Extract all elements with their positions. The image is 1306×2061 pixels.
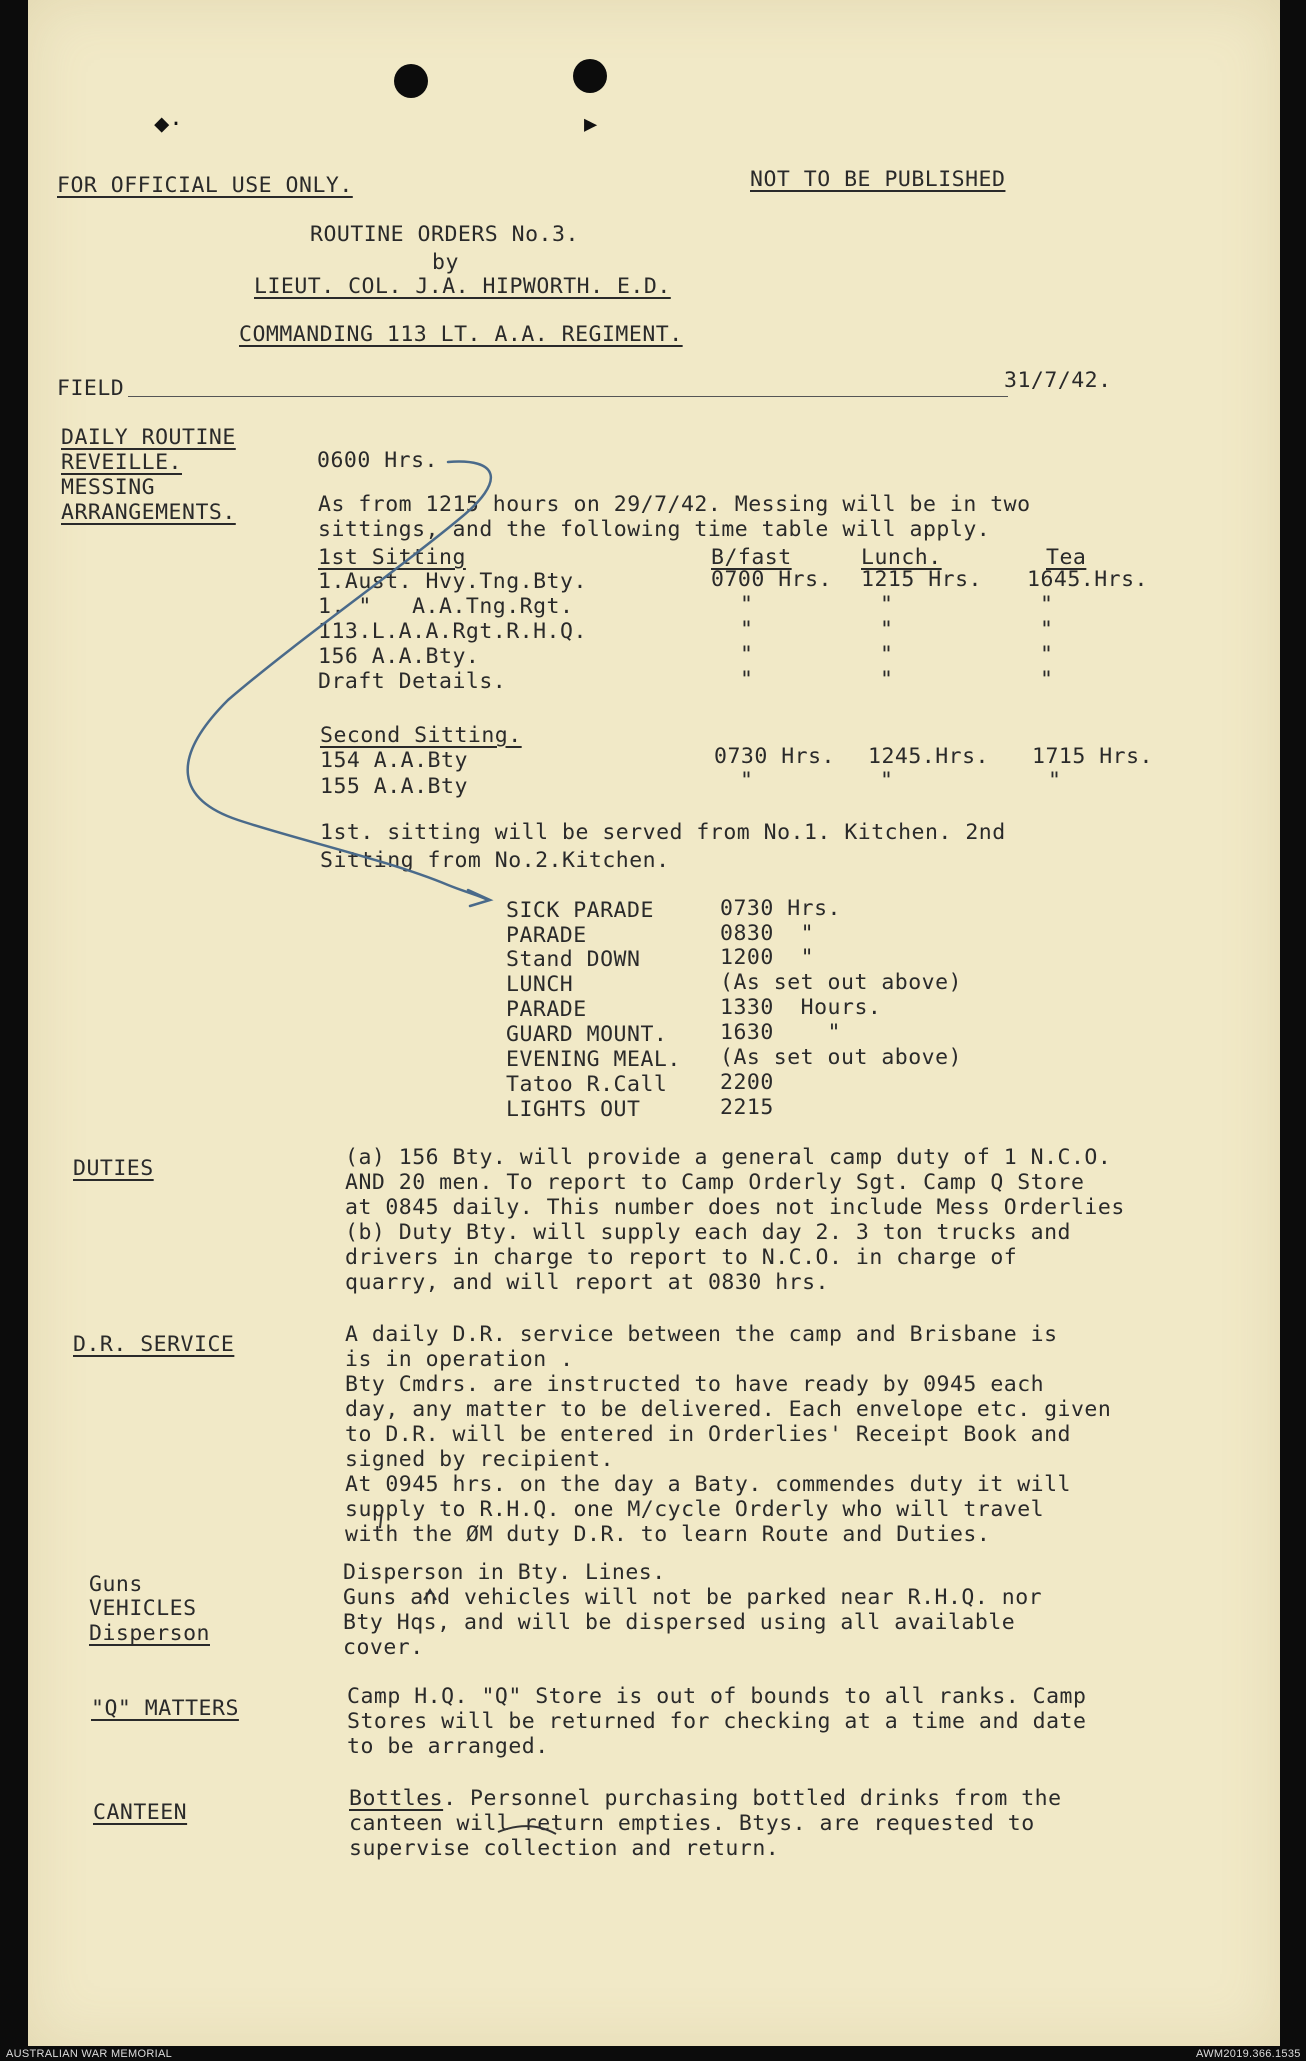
table-cell: 1.Aust. Hvy.Tng.Bty. xyxy=(318,569,587,594)
document-title: ROUTINE ORDERS No.3. xyxy=(310,222,579,247)
table-cell: " xyxy=(880,667,894,692)
table-cell: " xyxy=(740,667,754,692)
footer-right: AWM2019.366.1535 xyxy=(1196,2048,1301,2060)
dr-text: At 0945 hrs. on the day a Baty. commendes duty it will xyxy=(345,1472,1071,1497)
punch-hole-right xyxy=(573,59,607,93)
punch-hole-left xyxy=(394,64,428,98)
section-label-canteen: CANTEEN xyxy=(93,1800,188,1825)
table-cell: 156 A.A.Bty. xyxy=(318,644,480,669)
dr-text: Bty Cmdrs. are instructed to have ready by 0945 each xyxy=(345,1372,1045,1397)
ink-mark: ⬥· xyxy=(154,112,183,137)
col-tea: Tea xyxy=(1046,545,1087,570)
table-cell: 1215 Hrs. xyxy=(861,567,982,592)
schedule-item: PARADE xyxy=(506,923,587,948)
table-cell: 1. " A.A.Tng.Rgt. xyxy=(318,594,574,619)
q-text: to be arranged. xyxy=(347,1734,549,1759)
dr-text: to D.R. will be entered in Orderlies' Receipt Book and xyxy=(345,1422,1071,1447)
duties-text: (b) Duty Bty. will supply each day 2. 3 ton trucks and xyxy=(345,1220,1071,1245)
table-cell: " xyxy=(880,768,894,793)
footer-left: AUSTRALIAN WAR MEMORIAL xyxy=(6,2048,173,2060)
document-page xyxy=(28,0,1280,2046)
canteen-text xyxy=(349,1786,1062,1811)
dr-text: signed by recipient. xyxy=(345,1447,614,1472)
table-cell: " xyxy=(1048,768,1062,793)
schedule-item: LIGHTS OUT xyxy=(506,1097,641,1122)
table-cell: 155 A.A.Bty xyxy=(320,774,468,799)
canteen-heading: Bottles xyxy=(349,1786,444,1811)
schedule-item: Tatoo R.Call xyxy=(506,1072,668,1097)
second-sitting-heading: Second Sitting. xyxy=(320,723,522,748)
duties-text: drivers in charge to report to N.C.O. in charge of xyxy=(345,1245,1018,1270)
schedule-time: 1330 Hours. xyxy=(720,995,882,1020)
col-bfast: B/fast xyxy=(711,545,792,570)
table-cell: " xyxy=(880,592,894,617)
schedule-item: Stand DOWN xyxy=(506,947,641,972)
schedule-time: (As set out above) xyxy=(720,1045,962,1070)
section-label-daily-routine: DAILY ROUTINE xyxy=(61,425,236,450)
table-cell: 1245.Hrs. xyxy=(868,744,989,769)
table-cell: " xyxy=(740,617,754,642)
first-sitting-heading: 1st Sitting xyxy=(318,545,466,570)
section-label-arrangements: ARRANGEMENTS. xyxy=(61,500,236,525)
table-cell: " xyxy=(740,642,754,667)
place: FIELD xyxy=(57,376,125,401)
title-by: by xyxy=(432,250,459,275)
field-rule xyxy=(128,396,1008,397)
schedule-item: LUNCH xyxy=(506,972,574,997)
schedule-time: 0730 Hrs. xyxy=(720,896,841,921)
table-cell: 0730 Hrs. xyxy=(714,744,835,769)
table-cell: 0700 Hrs. xyxy=(711,567,832,592)
canteen-text: supervise collection and return. xyxy=(349,1836,780,1861)
title-command: COMMANDING 113 LT. A.A. REGIMENT. xyxy=(239,322,683,347)
section-label-vehicles: VEHICLES xyxy=(89,1596,197,1621)
reveille-time: 0600 Hrs. xyxy=(317,448,438,473)
messing-text: sittings, and the following time table will apply. xyxy=(318,517,991,542)
classification-left: FOR OFFICIAL USE ONLY. xyxy=(57,173,353,198)
table-cell: " xyxy=(740,592,754,617)
col-lunch: Lunch. xyxy=(861,545,942,570)
q-text: Stores will be returned for checking at a time and date xyxy=(347,1709,1087,1734)
table-cell: " xyxy=(1040,617,1054,642)
duties-text: quarry, and will report at 0830 hrs. xyxy=(345,1270,829,1295)
section-label-guns: Guns xyxy=(89,1572,143,1597)
canteen-text: canteen will return empties. Btys. are requested to xyxy=(349,1811,1035,1836)
classification-right: NOT TO BE PUBLISHED xyxy=(750,167,1006,192)
kitchen-text: 1st. sitting will be served from No.1. Kitchen. 2nd xyxy=(320,820,1006,845)
table-cell: " xyxy=(1040,667,1054,692)
table-cell: 1715 Hrs. xyxy=(1032,744,1153,769)
schedule-time: 1630 " xyxy=(720,1020,841,1045)
table-cell: " xyxy=(880,642,894,667)
messing-text: As from 1215 hours on 29/7/42. Messing will be in two xyxy=(318,492,1031,517)
section-label-messing: MESSING xyxy=(61,475,156,500)
dr-text: is in operation . xyxy=(345,1347,574,1372)
canteen-line: . Personnel purchasing bottled drinks from the xyxy=(443,1786,1062,1811)
table-cell: 154 A.A.Bty xyxy=(320,748,468,773)
section-label-reveille: REVEILLE. xyxy=(61,450,182,475)
q-text: Camp H.Q. "Q" Store is out of bounds to all ranks. Camp xyxy=(347,1684,1087,1709)
guns-text: Guns and vehicles will not be parked near R.H.Q. nor xyxy=(343,1585,1043,1610)
section-label-duties: DUTIES xyxy=(73,1156,154,1181)
guns-text: Disperson in Bty. Lines. xyxy=(343,1560,666,1585)
section-label-q-matters: "Q" MATTERS xyxy=(91,1696,239,1721)
schedule-item: EVENING MEAL. xyxy=(506,1047,681,1072)
ink-mark: ▶ xyxy=(584,112,598,137)
schedule-item: GUARD MOUNT. xyxy=(506,1022,668,1047)
schedule-time: (As set out above) xyxy=(720,970,962,995)
kitchen-text: Sitting from No.2.Kitchen. xyxy=(320,848,670,873)
date: 31/7/42. xyxy=(1004,368,1112,393)
duties-text: at 0845 daily. This number does not include Mess Orderlies xyxy=(345,1195,1125,1220)
table-cell: 113.L.A.A.Rgt.R.H.Q. xyxy=(318,619,587,644)
section-label-dr-service: D.R. SERVICE xyxy=(73,1332,235,1357)
dr-text: A daily D.R. service between the camp and Brisbane is xyxy=(345,1322,1058,1347)
schedule-time: 2215 xyxy=(720,1095,774,1120)
schedule-item: SICK PARADE xyxy=(506,898,654,923)
schedule-time: 2200 xyxy=(720,1070,774,1095)
dr-text: with the ØM duty D.R. to learn Route and Duties. xyxy=(345,1522,991,1547)
table-cell: 1645.Hrs. xyxy=(1027,567,1148,592)
duties-text: AND 20 men. To report to Camp Orderly Sgt. Camp Q Store xyxy=(345,1170,1085,1195)
dr-text: day, any matter to be delivered. Each envelope etc. given xyxy=(345,1397,1112,1422)
table-cell: " xyxy=(1040,592,1054,617)
table-cell: " xyxy=(740,768,754,793)
guns-text: cover. xyxy=(343,1635,424,1660)
duties-text: (a) 156 Bty. will provide a general camp duty of 1 N.C.O. xyxy=(345,1145,1112,1170)
section-label-disperson: Disperson xyxy=(89,1621,210,1646)
table-cell: " xyxy=(880,617,894,642)
schedule-time: 0830 " xyxy=(720,921,815,946)
schedule-item: PARADE xyxy=(506,997,587,1022)
table-cell: " xyxy=(1040,642,1054,667)
guns-text: Bty Hqs, and will be dispersed using all available xyxy=(343,1610,1016,1635)
title-author: LIEUT. COL. J.A. HIPWORTH. E.D. xyxy=(254,274,671,299)
dr-text: supply to R.H.Q. one M/cycle Orderly who will travel xyxy=(345,1497,1045,1522)
schedule-time: 1200 " xyxy=(720,945,815,970)
table-cell: Draft Details. xyxy=(318,669,507,694)
